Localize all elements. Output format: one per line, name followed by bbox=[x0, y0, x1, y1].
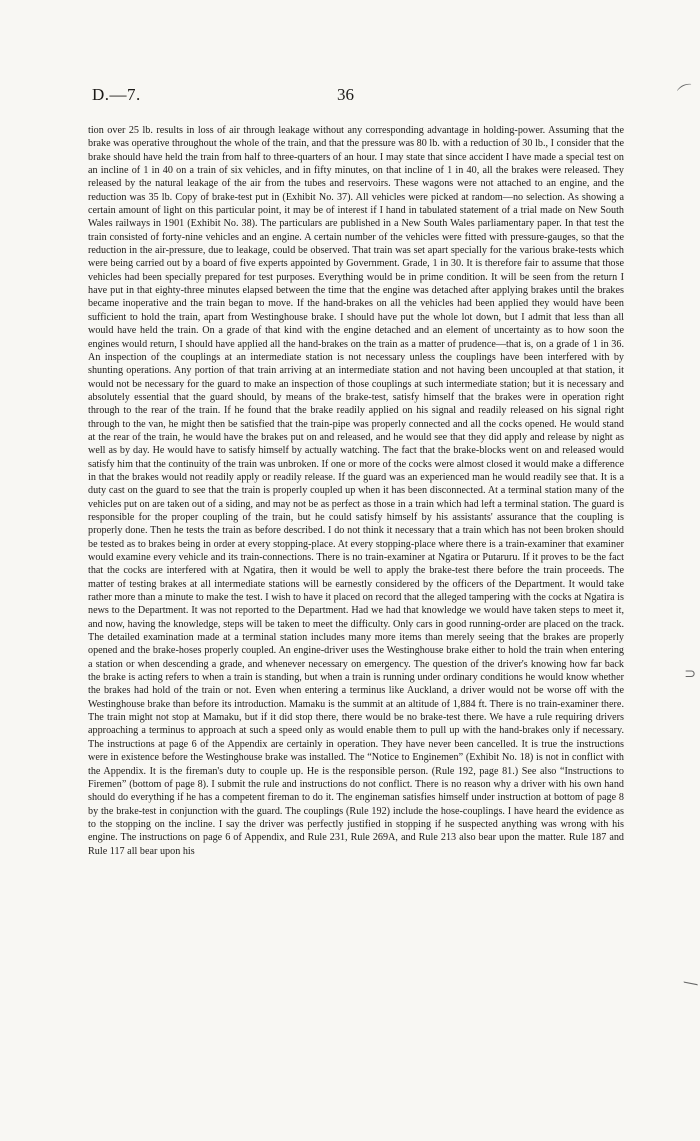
margin-mark-middle: ⊃ bbox=[684, 666, 696, 682]
document-id: D.—7. bbox=[92, 85, 141, 104]
page-number: 36 bbox=[337, 85, 354, 104]
margin-mark-top: ⌒ bbox=[675, 80, 698, 105]
margin-mark-bottom: ⁄ bbox=[681, 978, 700, 989]
body-paragraph: tion over 25 lb. results in loss of air through leakage without any corresponding advantage in holding-power. Assuming that the brake was operative throughout the whole of the train, and that the pressure was 80 lb. with a reduction of 30 lb., I consider that the brake should have held the train from half to three-quarters of an hour. I may state that since accident I have made a special test on an incline of 1 in 40 on a train of six vehicles, and in fifty minutes, on that incline of 1 in 40, all the brakes were released. They released by the natural leakage of the air from the tubes and reservoirs. These wagons were not attached to an engine, and the reduction was 35 lb. Copy of brake-test put in (Exhibit No. 37). All vehicles were picked at random—no selection. As showing a certain amount of light on this particular point, it may be of interest if I hand in tabulated statement of a trial made on New South Wales railways in 1901 (Exhibit No. 38). The particulars are published in a New South Wales parliamentary paper. In that test the train consisted of forty-nine vehicles and an engine. A certain number of the vehicles were fitted with pressure-gauges, so that the reduction in the air-pressure, due to leakage, could be observed. That train was set apart specially for the various brake-tests which were being carried out by a board of five experts appointed by Government. Grade, 1 in 30. It is therefore fair to assume that those vehicles had been specially prepared for test purposes. Everything would be in prime condition. It will be seen from the return I have put in that eighty-three minutes elapsed between the time that the engine was detached after applying brakes until the brakes became inoperative and the train began to move. If the hand-brakes on all the vehicles had been applied they would have been sufficient to hold the train, apart from Westinghouse brake. I should have put the whole lot down, but I admit that less than all would have held the train. On a grade of that kind with the engine detached and an element of uncertainty as to how soon the engines would return, I should have applied all the hand-brakes on the train as a matter of prudence—that is, on a grade of 1 in 36. An inspection of the couplings at an intermediate station is not necessary unless the couplings have been interfered with by shunting operations. Any portion of that train arriving at an intermediate station and not having been uncoupled at that station, it would not be necessary for the guard to make an inspection of those couplings at such intermediate station; but it is necessary and absolutely essential that the guard should, by means of the brake-test, satisfy himself that the brakes were in operation right through to the rear of the train. If he found that the brake readily applied on his signal and readily released on his signal right through to the van, he might then be satisfied that the train-pipe was properly connected and all the cocks opened. He would stand at the rear of the train, he would have the brakes put on and released, and he would see that they did apply and release by night as well as by day. He would have to satisfy himself by actually watching. The fact that the brake-blocks went on and released would satisfy him that the continuity of the train was unbroken. If one or more of the cocks were almost closed it would make a difference in that the brakes would not readily apply or readily release. If the guard was an experienced man he would readily see that. It is a duty cast on the guard to see that the train is properly coupled up when it has been disconnected. At a terminal station many of the vehicles put on are taken out of a siding, and may not be as perfect as those in a train which had left a terminal station. The guard is responsible for the proper coupling of the train, but he could satisfy himself by his assistants' assurance that the coupling is properly done. Then he tests the train as before described. I do not think it necessary that a train which has not been broken should be tested as to brakes being in order at every stopping-place. At every stopping-place where there is a train-examiner that examiner would examine every vehicle and its train-connections. There is no train-examiner at Ngatira or Putaruru. If it proves to be the fact that the cocks are interfered with at Ngatira, then it would be well to apply the brake-test there before the train proceeds. The matter of testing brakes at all intermediate stations will be earnestly considered by the officers of the Department. It would take rather more than a minute to make the test. I wish to have it placed on record that the alleged tampering with the cocks at Ngatira is news to the Department. It was not reported to the Department. Had we had that knowledge we would have taken steps to meet it, and now, having the knowledge, steps will be taken to meet the difficulty. Only cars in good running-order are placed on the track. The detailed examination made at a terminal station includes many more items than merely seeing that the brakes are properly opened and the brake-hoses properly coupled. An engine-driver uses the Westinghouse brake either to hold the train when entering a station or when descending a grade, and whenever necessary on emergency. The question of the driver's knowing how far back the brake is acting refers to when a train is standing, but when a train is running under ordinary conditions he would know whether the brakes had hold of the train or not. Even when entering a terminus like Auckland, a driver would not be worse off with the Westinghouse brake than before its introduction. Mamaku is the summit at an altitude of 1,884 ft. There is no train-examiner there. The train might not stop at Mamaku, but if it did stop there, there would be no brake-test there. We have a rule requiring drivers approaching a terminus to approach at such a speed only as would enable them to pull up with the hand-brakes only if necessary. The instructions at page 6 of the Appendix are certainly in operation. They have never been cancelled. It is true the instructions were in existence before the Westinghouse brake was installed. The “Notice to Enginemen” (Exhibit No. 18) is not in conflict with the Appendix. It is the fireman's duty to couple up. He is the responsible person. (Rule 192, page 81.) See also “Instructions to Firemen” (bottom of page 8). I submit the rule and instructions do not conflict. There is no reason why a driver with his own hand should do everything if he has a competent fireman to do it. The engineman satisfies himself under instruction at bottom of page 8 by the brake-test in conjunction with the guard. The couplings (Rule 192) include the hose-couplings. I have heard the evidence as to the stopping on the incline. I say the driver was perfectly justified in stopping if he suspected anything was wrong with his engine. The instructions on page 6 of Appendix, and Rule 231, Rule 269A, and Rule 213 also bear upon the matter. Rule 187 and Rule 117 all bear upon his bbox=[88, 125, 624, 857]
page-header bbox=[92, 85, 612, 107]
